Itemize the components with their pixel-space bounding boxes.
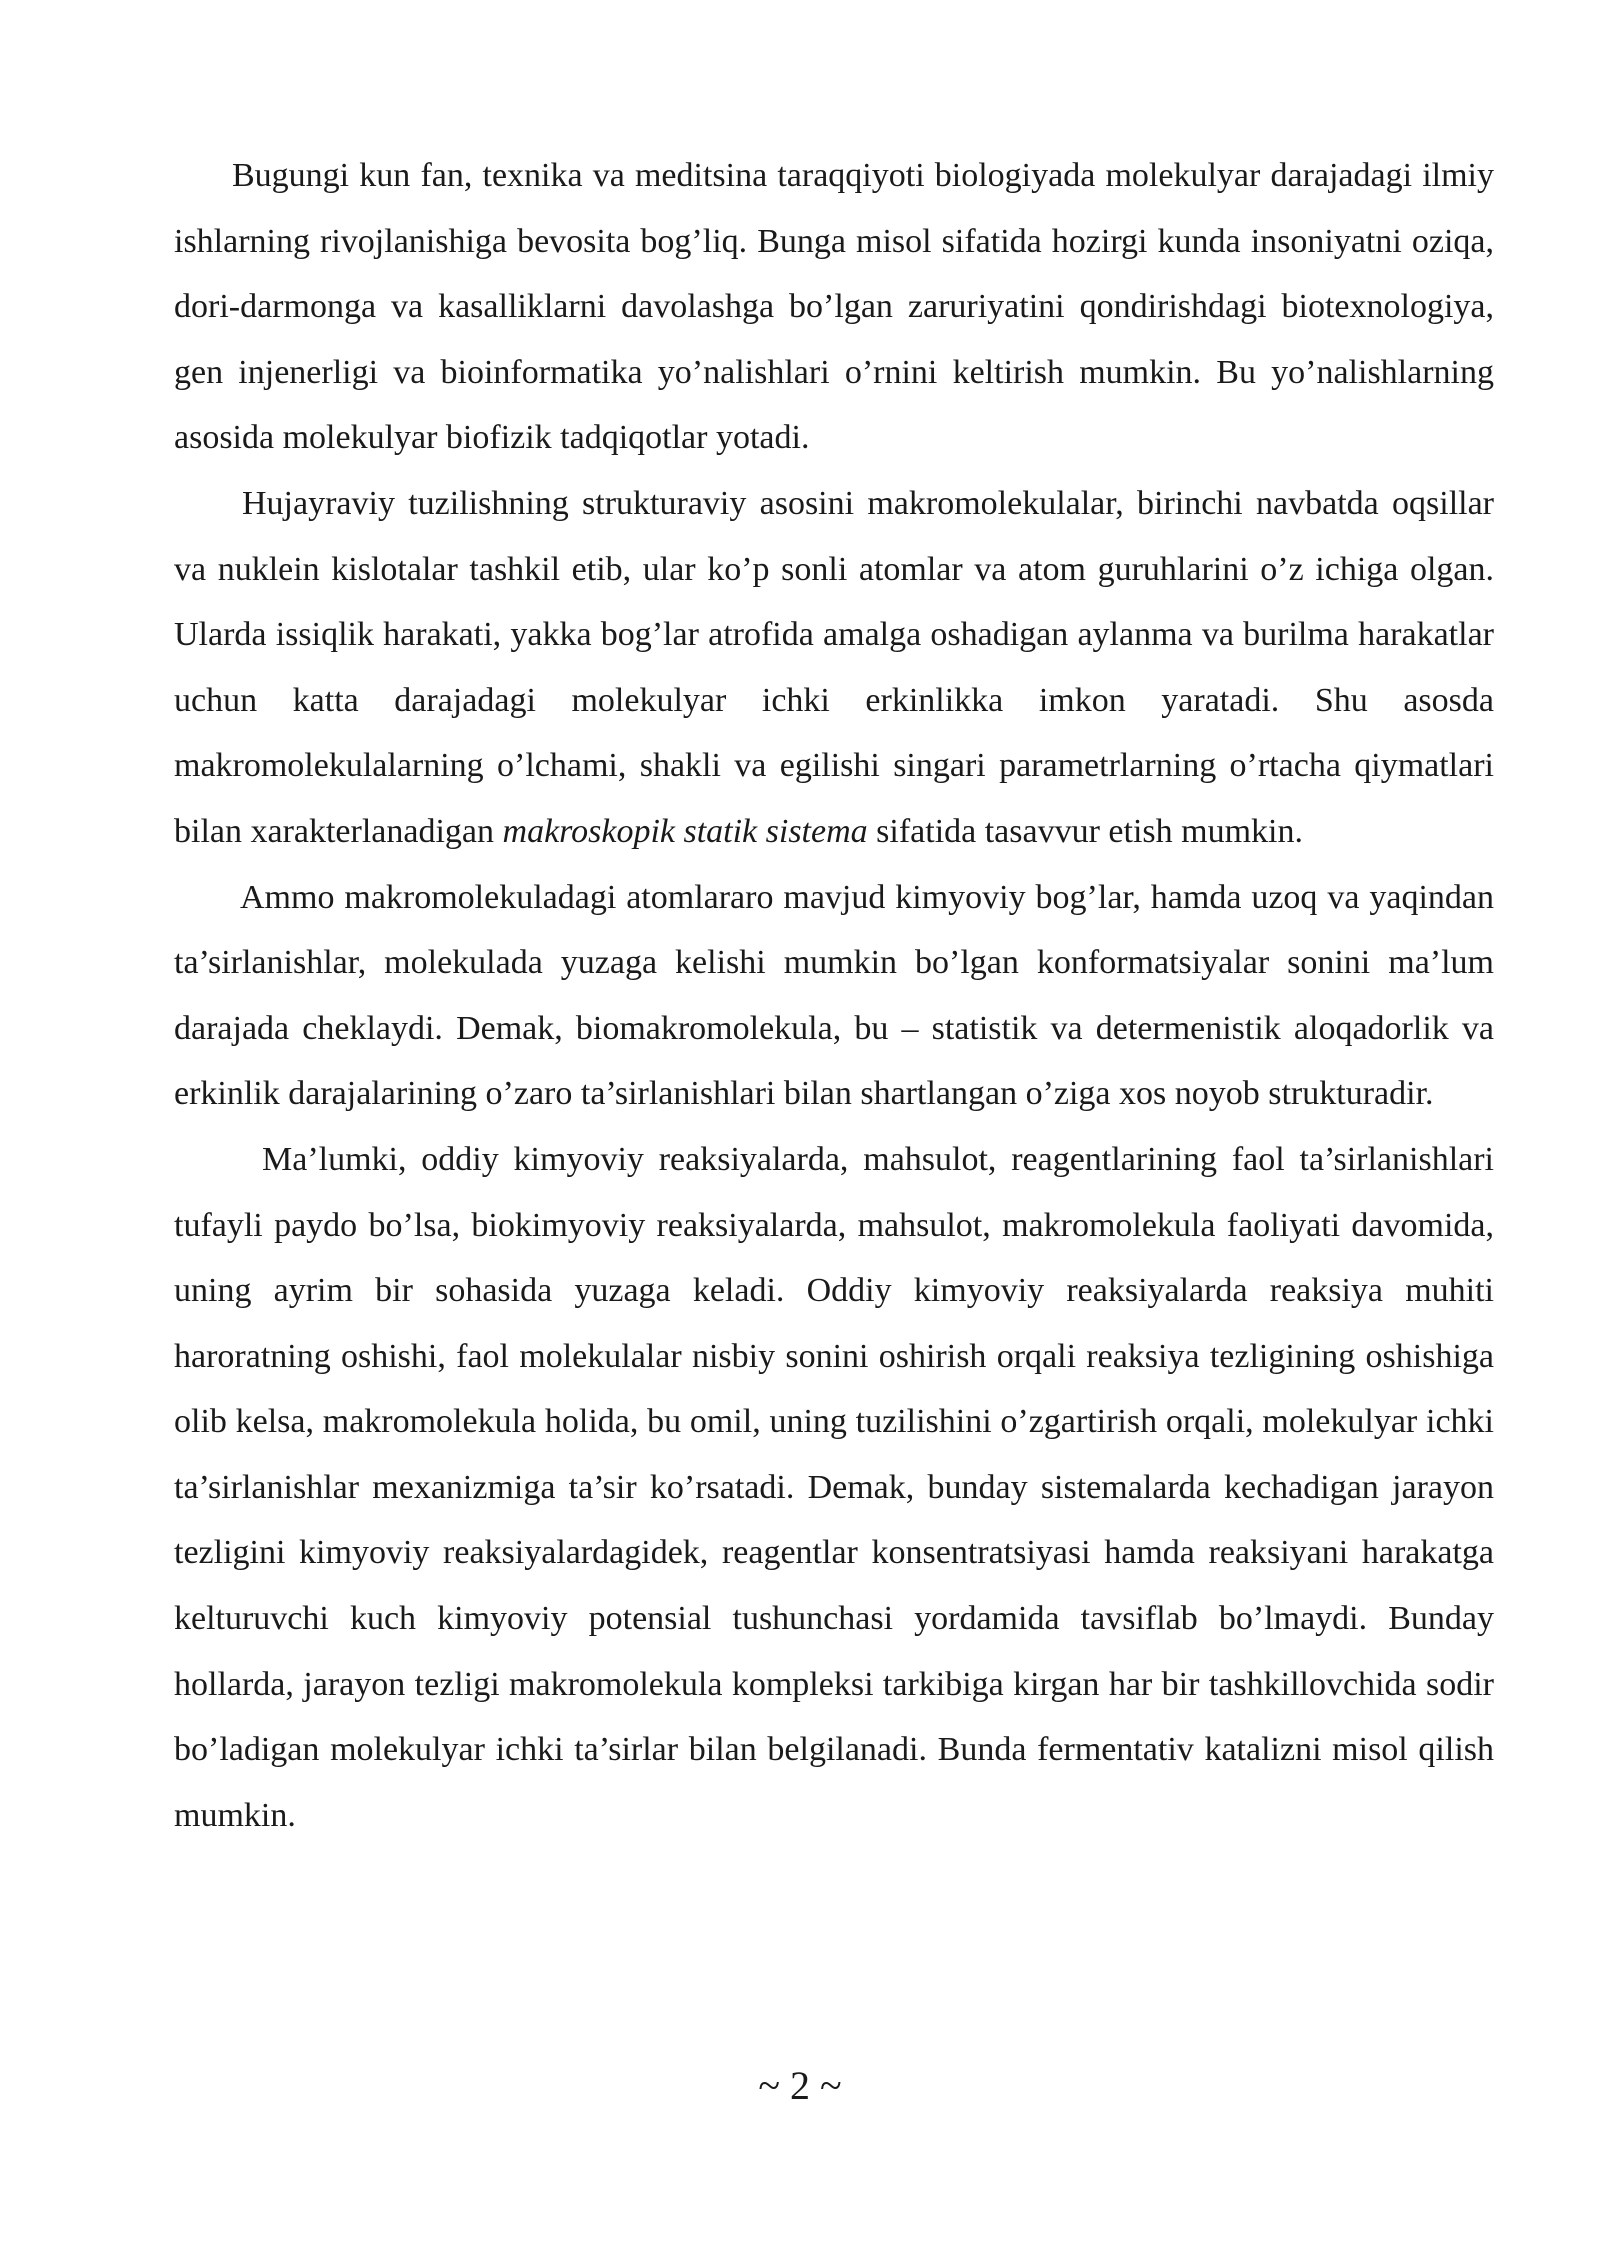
body-text: [174, 143, 1494, 1848]
italic-term: makroskopik statik sistema: [502, 812, 868, 850]
paragraph-2: [174, 471, 1494, 865]
paragraph-1: Bugungi kun fan, texnika va meditsina taraqqiyoti biologiyada molekulyar darajadagi ilmiy ishlarning rivojlanishiga bevosita bog’liq. Bunga misol sifatida hozirgi kunda insoniyatni oziqa, dori-darmonga va kasalliklarni davolashga bo’lgan zaruriyatini qondirishdagi biotexnologiya, gen injenerligi va bioinformatika yo’nalishlari o’rnini keltirish mumkin. Bu yo’nalishlarning asosida molekulyar biofizik tadqiqotlar yotadi.: [174, 157, 1494, 457]
paragraph-2-text-start: Hujayraviy tuzilishning strukturaviy asosini makromolekulalar, birinchi navbatda oqsillar va nuklein kislotalar tashkil etib, ular ko’p sonli atomlar va atom guruhlarini o’z ichiga olgan. Ularda issiqlik harakati, yakka bog’lar atrofida amalga oshadigan aylanma va burilma harakatlar uchun katta darajadagi molekulyar ichki erkinlikka imkon yaratadi. Shu asosda makromolekulalarning o’lchami, shakli va egilishi singari parametrlarning o’rtacha qiymatlari bilan xarakterlanadigan: [174, 484, 1494, 850]
paragraph-2-text-end: sifatida tasavvur etish mumkin.: [867, 812, 1303, 850]
paragraph-3: Ammo makromolekuladagi atomlararo mavjud kimyoviy bog’lar, hamda uzoq va yaqindan ta’sirlanishlar, molekulada yuzaga kelishi mumkin bo’lgan konformatsiyalar sonini ma’lum darajada cheklaydi. Demak, biomakromolekula, bu – statistik va determenistik aloqadorlik va erkinlik darajalarining o’zaro ta’sirlanishlari bilan shartlangan o’ziga xos noyob strukturadir.: [174, 878, 1494, 1113]
paragraph-4: Ma’lumki, oddiy kimyoviy reaksiyalarda, mahsulot, reagentlarining faol ta’sirlanishlari tufayli paydo bo’lsa, biokimyoviy reaksiyalarda, mahsulot, makromolekula faoliyati davomida, uning ayrim bir sohasida yuzaga keladi. Oddiy kimyoviy reaksiyalarda reaksiya muhiti haroratning oshishi, faol molekulalar nisbiy sonini oshirish orqali reaksiya tezligining oshishiga olib kelsa, makromolekula holida, bu omil, uning tuzilishini o’zgartirish orqali, molekulyar ichki ta’sirlanishlar mexanizmiga ta’sir ko’rsatadi. Demak, bunday sistemalarda kechadigan jarayon tezligini kimyoviy reaksiyalardagidek, reagentlar konsentratsiyasi hamda reaksiyani harakatga kelturuvchi kuch kimyoviy potensial tushunchasi yordamida tavsiflab bo’lmaydi. Bunday hollarda, jarayon tezligi makromolekula kompleksi tarkibiga kirgan har bir tashkillovchida sodir bo’ladigan molekulyar ichki ta’sirlar bilan belgilanadi. Bunda fermentativ katalizni misol qilish mumkin.: [174, 1140, 1494, 1834]
page-number: ~ 2 ~: [758, 2063, 842, 2108]
